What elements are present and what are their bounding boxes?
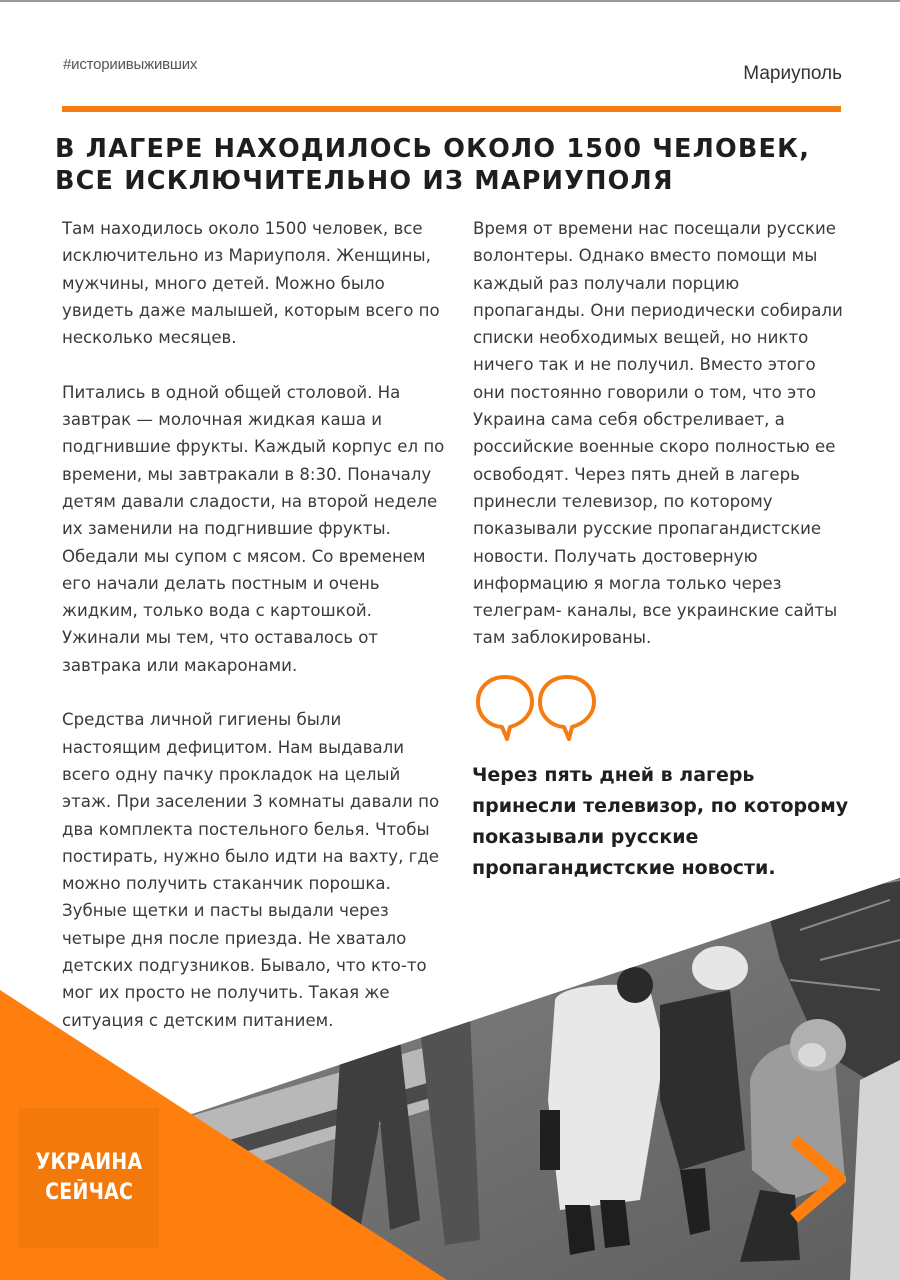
text-line: каждый раз получали порцию — [473, 273, 740, 293]
quote-line: пропагандистские новости. — [472, 857, 776, 879]
text-line: можно получить стаканчик порошка. — [62, 874, 391, 894]
text-line: этаж. При заселении 3 комнаты давали по — [62, 792, 440, 812]
title-line: ВСЕ ИСКЛЮЧИТЕЛЬНО ИЗ МАРИУПОЛЯ — [55, 166, 674, 196]
text-line: информацию я могла только через — [473, 573, 782, 593]
paragraph-1 — [62, 215, 452, 351]
text-line: принесли телевизор, по которому — [473, 491, 773, 511]
pull-quote — [472, 760, 872, 884]
text-line: новости. Получать достоверную — [473, 546, 758, 566]
text-line: детских подгузников. Бывало, что кто-то — [62, 956, 427, 976]
text-line: детям давали сладости, на второй неделе — [62, 491, 438, 511]
text-line: мужчины, много детей. Можно было — [62, 273, 385, 293]
paragraph-3 — [62, 706, 452, 1034]
text-line: списки необходимых вещей, но никто — [473, 328, 809, 348]
text-line: подгнившие фрукты. Каждый корпус ел по — [62, 437, 445, 457]
text-line: пропаганды. Они периодически собирали — [473, 300, 843, 320]
chevron-right-icon[interactable] — [786, 1134, 846, 1224]
text-line: ничего так и не получил. Вместо этого — [473, 355, 816, 375]
orange-divider — [62, 106, 841, 112]
logo-line: УКРАИНА — [35, 1150, 143, 1175]
text-line: Украина сама себя обстреливает, а — [473, 410, 785, 430]
brand-logo — [19, 1108, 159, 1248]
city-label: Мариуполь — [743, 63, 842, 84]
text-line: увидеть даже малышей, которым всего по — [62, 300, 440, 320]
text-line: его начали делать постным и очень — [62, 573, 380, 593]
logo-line: СЕЙЧАС — [44, 1180, 134, 1205]
text-line: там заблокированы. — [473, 628, 652, 648]
text-line: российские военные скоро полностью ее — [473, 437, 836, 457]
quote-line: показывали русские — [472, 826, 699, 848]
text-line: времени, мы завтракали в 8:30. Поначалу — [62, 464, 432, 484]
paragraph-4 — [473, 215, 873, 652]
left-column — [62, 215, 452, 1034]
text-line: Там находилось около 1500 человек, все — [62, 219, 423, 238]
text-line: завтрака или макаронами. — [62, 655, 298, 675]
text-line: Питались в одной общей столовой. На — [62, 382, 401, 402]
paragraph-gap — [62, 351, 452, 378]
text-line: освободят. Через пять дней в лагерь — [473, 464, 800, 484]
page-title — [55, 133, 875, 197]
text-line: четыре дня после приезда. Не хватало — [62, 928, 407, 948]
title-line: В ЛАГЕРЕ НАХОДИЛОСЬ ОКОЛО 1500 ЧЕЛОВЕК, — [55, 134, 811, 164]
text-line: их заменили на подгнившие фрукты. — [62, 519, 391, 539]
top-border — [0, 0, 900, 2]
quote-marks-icon — [474, 673, 598, 745]
paragraph-gap — [62, 679, 452, 706]
quote-line: принесли телевизор, по которому — [472, 795, 849, 817]
quote-line: Через пять дней в лагерь — [472, 764, 755, 786]
text-line: мог их просто не получить. Такая же — [62, 983, 390, 1003]
text-line: настоящим дефицитом. Нам выдавали — [62, 737, 405, 757]
text-line: ситуация с детским питанием. — [62, 1010, 334, 1030]
text-line: всего одну пачку прокладок на целый — [62, 764, 401, 784]
text-line: телеграм- каналы, все украинские сайты — [473, 601, 838, 621]
right-column — [473, 215, 873, 652]
text-line: показывали русские пропагандистские — [473, 519, 822, 539]
paragraph-2 — [62, 379, 452, 679]
text-line: они постоянно говорили о том, что это — [473, 382, 817, 402]
text-line: завтрак — молочная жидкая каша и — [62, 410, 383, 430]
text-line: Ужинали мы тем, что оставалось от — [62, 628, 379, 648]
text-line: постирать, нужно было идти на вахту, где — [62, 846, 440, 866]
text-line: два комплекта постельного белья. Чтобы — [62, 819, 430, 839]
text-line: жидким, только вода с картошкой. — [62, 601, 372, 621]
text-line: исключительно из Мариуполя. Женщины, — [62, 246, 431, 266]
text-line: Время от времени нас посещали русские — [473, 219, 836, 238]
text-line: Обедали мы супом с мясом. Со временем — [62, 546, 426, 566]
text-line: Средства личной гигиены были — [62, 710, 342, 730]
text-line: волонтеры. Однако вместо помощи мы — [473, 246, 818, 266]
text-line: Зубные щетки и пасты выдали через — [62, 901, 389, 921]
hashtag-label: #историивыживших — [63, 56, 198, 73]
text-line: несколько месяцев. — [62, 328, 237, 348]
